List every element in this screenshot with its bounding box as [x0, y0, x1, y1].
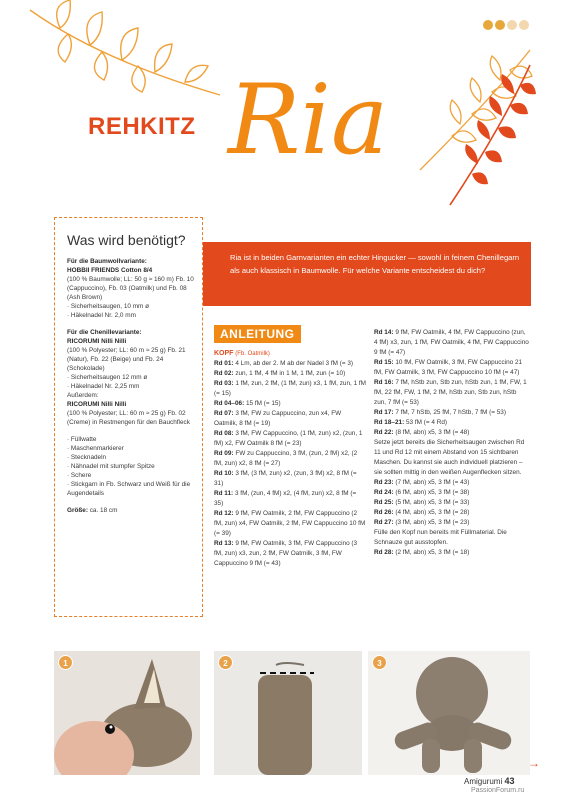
round-text: Fülle den Kopf nun bereits mit Füllmaterial. Die Schnauze gut ausstopfen.: [374, 529, 507, 546]
magazine-name: Amigurumi: [464, 777, 503, 786]
instruction-row: [374, 358, 530, 378]
round-label: Rd 18–21:: [374, 419, 405, 426]
cotton-yarn: HOBBII FRIENDS Cotton 8/4: [67, 267, 153, 274]
round-text: 3 fM, (zun, 4 fM) x2, (4 fM, zun) x2, 8 fM (= 35): [214, 490, 357, 507]
difficulty-dot: [483, 20, 493, 30]
chenille-desc: (100 % Polyester; LL: 60 m ≈ 25 g) Fb. 21 (Natur), Fb. 22 (Beige) und Fb. 24 (Schokolade): [67, 347, 186, 372]
next-page-arrow: →: [528, 756, 540, 770]
instruction-row: [374, 438, 530, 478]
step-number-2: 2: [218, 655, 233, 670]
round-text: (2 fM, abn) x5, 3 fM (= 18): [395, 549, 470, 556]
leaf-branch-right-filled: [430, 60, 540, 210]
cotton-desc: (100 % Baumwolle; LL: 50 g ≈ 160 m) Fb. 10 (Cappuccino), Fb. 03 (Oatmilk) und Fb. 08 (Ash Brown): [67, 276, 194, 301]
round-label: Rd 14:: [374, 329, 394, 336]
instruction-row: [214, 409, 366, 429]
round-label: Rd 26:: [374, 509, 394, 516]
instruction-row: [214, 449, 366, 469]
instructions-heading: ANLEITUNG: [214, 325, 301, 343]
instruction-row: [214, 539, 366, 569]
material-item: · Nähnadel mit stumpfer Spitze: [67, 463, 155, 470]
instruction-row: [374, 508, 530, 518]
chenille-heading: Für die Chenillevariante:: [67, 329, 142, 336]
round-text: 7 fM, 7 hStb, 25 fM, 7 hStb, 7 fM (= 53): [395, 409, 506, 416]
round-text: (7 fM, abn) x5, 3 fM (= 43): [395, 479, 470, 486]
round-label: Rd 13:: [214, 540, 234, 547]
materials-box: [54, 217, 203, 617]
round-text: (5 fM, abn) x5, 3 fM (= 33): [395, 499, 470, 506]
instruction-row: [214, 469, 366, 489]
instruction-row: [214, 359, 366, 369]
photo-crochet-tube: [214, 651, 362, 775]
material-item: · Stickgarn in Fb. Schwarz und Weiß für die Augendetails: [67, 481, 191, 497]
instruction-row: [374, 408, 530, 418]
round-label: Rd 23:: [374, 479, 394, 486]
round-text: 7 fM, hStb zun, Stb zun, hStb zun, 1 fM, FW, 1 fM, 22 fM, FW, 1 fM, 2 fM, hStb zun, Stb zun, hStb zun, 7 fM (= 53): [374, 379, 527, 406]
difficulty-dot: [495, 20, 505, 30]
instruction-row: [374, 518, 530, 528]
round-label: Rd 10:: [214, 470, 234, 477]
round-label: Rd 16:: [374, 379, 394, 386]
round-text: (4 fM, abn) x5, 3 fM (= 28): [395, 509, 470, 516]
material-item: · Maschenmarkierer: [67, 445, 124, 452]
difficulty-dot: [507, 20, 517, 30]
instruction-row: [374, 328, 530, 358]
round-label: Rd 02:: [214, 370, 234, 377]
materials-body: [67, 257, 199, 515]
step-photo-3: [368, 651, 530, 775]
round-label: Rd 27:: [374, 519, 394, 526]
round-label: Rd 28:: [374, 549, 394, 556]
page-footer: [464, 776, 514, 786]
material-item: · Füllwatte: [67, 436, 97, 443]
round-label: Rd 17:: [374, 409, 394, 416]
round-label: Rd 01:: [214, 360, 234, 367]
material-item: · Stecknadeln: [67, 454, 107, 461]
instruction-row: [374, 528, 530, 548]
watermark: PassionForum.ru: [471, 787, 525, 794]
leaf-branch-top-left: [20, 0, 250, 110]
section-heading: KOPF (Fb. Oatmilk): [214, 350, 270, 357]
round-label: Rd 22:: [374, 429, 394, 436]
intro-banner: [203, 242, 531, 306]
step-photo-1: [54, 651, 200, 775]
instruction-row: [214, 369, 366, 379]
material-item: · Sicherheitsaugen, 10 mm ø: [67, 303, 150, 310]
difficulty-dot: [519, 20, 529, 30]
instruction-row: [214, 429, 366, 449]
round-text: 53 fM (= 4 Rd): [405, 419, 448, 426]
instructions-column-2: [374, 328, 530, 558]
round-text: 10 fM, FW Oatmilk, 3 fM, FW Cappuccino 21 fM, FW Oatmilk, 3 fM, FW Cappuccino 10 fM (= 47): [374, 359, 523, 376]
title-ria: Ria: [228, 64, 389, 176]
title-rehkitz: REHKITZ: [88, 113, 196, 140]
round-text: (6 fM, abn) x5, 3 fM (= 38): [395, 489, 470, 496]
material-item: · Sicherheitsaugen 12 mm ø: [67, 374, 148, 381]
instruction-row: [374, 428, 530, 438]
round-text: 9 fM, FW Oatmilk, 2 fM, FW Cappuccino (2 fM, zun) x4, FW Oatmilk, 2 fM, FW Cappuccino 10 fM (= 39): [214, 510, 366, 537]
size-line: [67, 506, 199, 515]
instruction-row: [374, 498, 530, 508]
round-label: Rd 03:: [214, 380, 234, 387]
round-label: Rd 11:: [214, 490, 234, 497]
round-text: zun, 1 fM, 4 fM in 1 M, 1 fM, zun (= 10): [235, 370, 346, 377]
size-value: ca. 18 cm: [89, 507, 118, 514]
photo-fawn-head-side: [54, 651, 200, 775]
instruction-row: [374, 378, 530, 408]
round-text: (3 fM, abn) x5, 3 fM (= 23): [395, 519, 470, 526]
materials-title: Was wird benötigt?: [67, 232, 186, 248]
instruction-row: [214, 489, 366, 509]
step-number-1: 1: [58, 655, 73, 670]
round-label: Rd 08:: [214, 430, 234, 437]
round-text: 3 fM, FW Cappuccino, (1 fM, zun) x2, (zun, 1 fM) x2, FW Oatmilk 8 fM (= 23): [214, 430, 363, 447]
step-photo-2: [214, 651, 362, 775]
round-label: Rd 24:: [374, 489, 394, 496]
round-label: Rd 12:: [214, 510, 234, 517]
instructions-column-1: [214, 349, 366, 569]
round-text: 9 fM, FW Oatmilk, 3 fM, FW Cappuccino (3 fM, zun) x3, zun, 2 fM, FW Oatmilk, 3 fM, FW Cappuccino 9 fM (= 43): [214, 540, 358, 567]
round-text: 1 fM, zun, 2 fM, (1 fM, zun) x3, 1 fM, zun, 1 fM (= 15): [214, 380, 367, 397]
difficulty-indicator: [483, 20, 529, 30]
photo-fawn-body-legs: [368, 651, 530, 775]
instruction-row: [374, 478, 530, 488]
round-label: Rd 07:: [214, 410, 234, 417]
material-item: · Häkelnadel Nr. 2,25 mm: [67, 383, 140, 390]
round-text: 3 fM, (3 fM, zun) x2, (zun, 3 fM) x2, 8 fM (= 31): [214, 470, 357, 487]
size-label: Größe:: [67, 507, 88, 514]
ausserdem-label: Außerdem:: [67, 392, 99, 399]
instruction-row: [214, 399, 366, 409]
extra-desc: (100 % Polyester; LL: 60 m ≈ 25 g) Fb. 02 (Creme) in Restmengen für den Bauchfleck: [67, 410, 190, 426]
chenille-yarn: RICORUMI Nilli Nilli: [67, 338, 127, 345]
round-label: Rd 09:: [214, 450, 234, 457]
round-text: 4 Lm, ab der 2. M ab der Nadel 3 fM (= 3): [235, 360, 354, 367]
round-label: Rd 25:: [374, 499, 394, 506]
instruction-row: [214, 509, 366, 539]
cotton-heading: Für die Baumwollvariante:: [67, 258, 147, 265]
material-item: · Schere: [67, 472, 92, 479]
page-number: 43: [504, 776, 515, 786]
round-label: Rd 15:: [374, 359, 394, 366]
step-number-3: 3: [372, 655, 387, 670]
intro-text: Ria ist in beiden Garnvarianten ein echter Hingucker — sowohl in feinem Chenillegarn als auch klassisch in Baumwolle. Für welche Variante entscheidest du dich?: [230, 253, 520, 275]
round-text: (8 fM, abn) x5, 3 fM (= 48): [395, 429, 470, 436]
round-text: 3 fM, FW zu Cappuccino, zun x4, FW Oatmilk, 8 fM (= 19): [214, 410, 342, 427]
round-text: Setze jetzt bereits die Sicherheitsaugen zwischen Rd 11 und Rd 12 mit einem Abstand von 15 sichtbaren Maschen. Du kannst sie auch individuell platzieren – sie sollten mittig in den weißen Augenflecken sitzen.: [374, 439, 525, 476]
material-item: · Häkelnadel Nr. 2,0 mm: [67, 312, 136, 319]
instruction-row: [374, 418, 530, 428]
round-label: Rd 04–06:: [214, 400, 245, 407]
instruction-row: [374, 548, 530, 558]
round-text: FW zu Cappuccino, 3 fM, (zun, 2 fM) x2, (2 fM, zun) x2, 8 fM (= 27): [214, 450, 358, 467]
instruction-row: [374, 488, 530, 498]
round-text: 15 fM (= 15): [245, 400, 281, 407]
instruction-row: [214, 379, 366, 399]
round-text: 9 fM, FW Oatmilk, 4 fM, FW Cappuccino (zun, 4 fM) x3, zun, 1 fM, FW Oatmilk, 4 fM, FW Cappuccino 9 fM (= 47): [374, 329, 529, 356]
extra-yarn: RICORUMI Nilli Nilli: [67, 401, 127, 408]
